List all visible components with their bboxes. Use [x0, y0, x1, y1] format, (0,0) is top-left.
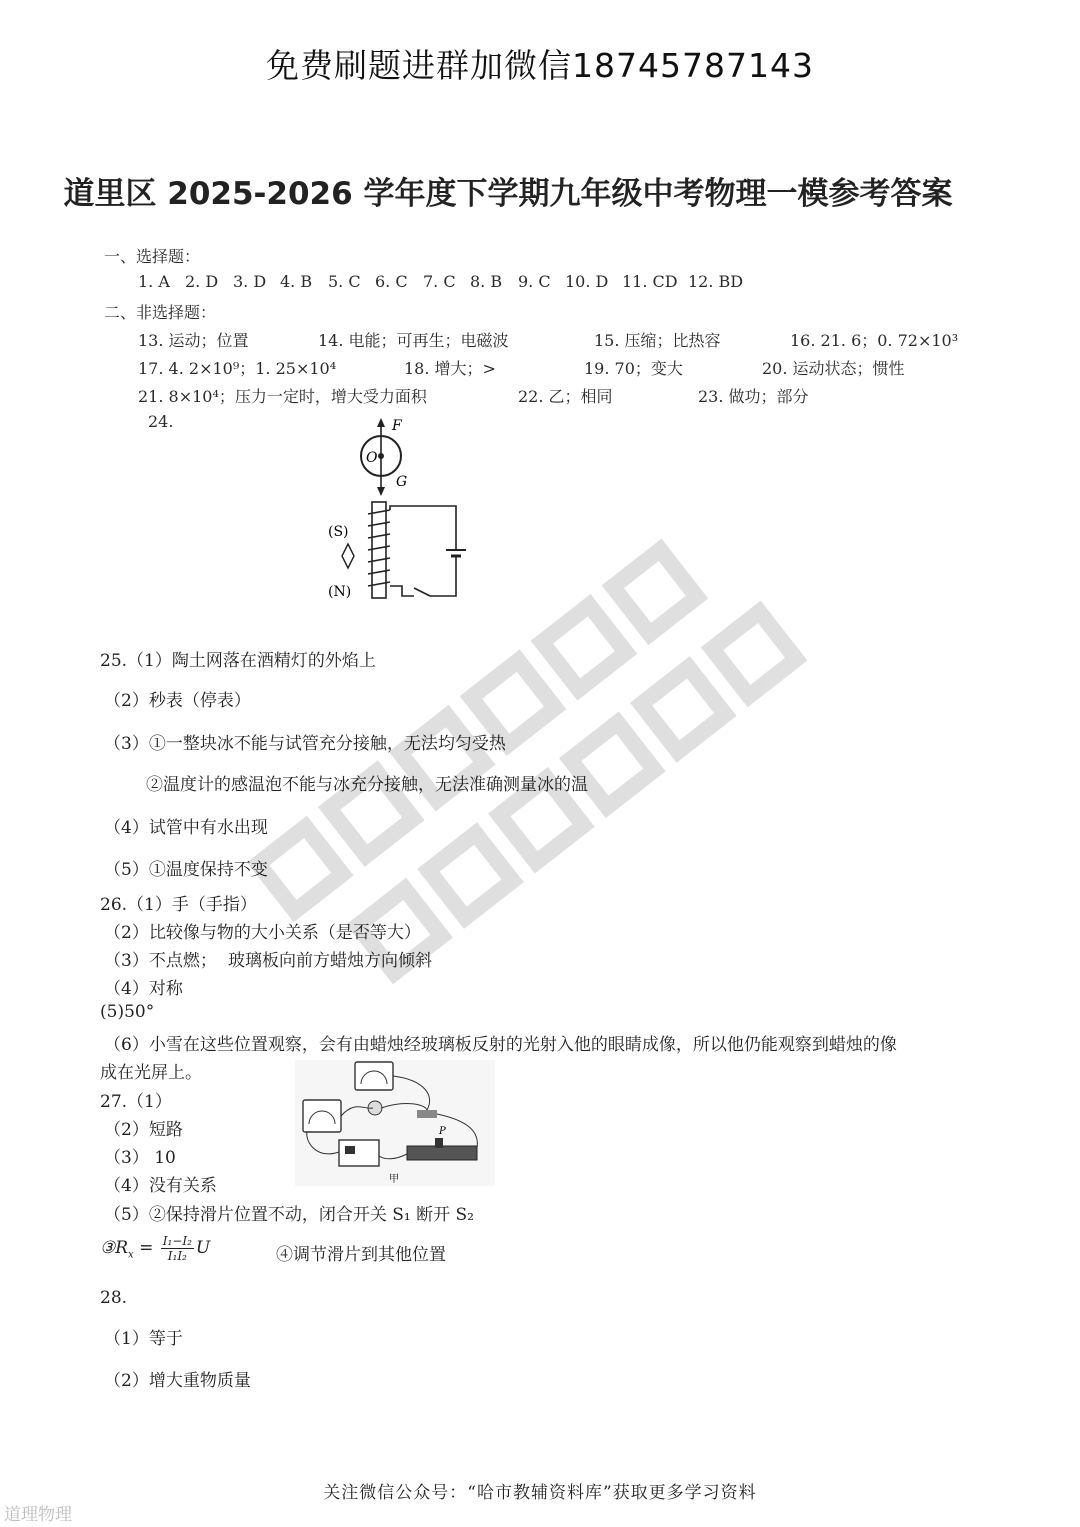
answer-16: 16. 21. 6；0. 72×10³	[790, 331, 959, 350]
q28-line-2: （1）等于	[104, 1329, 183, 1349]
photo-label-jia: 甲	[389, 1174, 399, 1185]
fill-row-3	[138, 384, 968, 404]
rheostat	[407, 1146, 477, 1160]
switch	[414, 588, 430, 596]
q27-line-4: （4）没有关系	[104, 1176, 217, 1196]
formula-suffix: U	[195, 1238, 211, 1258]
formula-sub: x	[128, 1249, 134, 1261]
compass-needle	[342, 544, 354, 568]
q24-number: 24.	[148, 412, 174, 431]
answer-22: 22. 乙；相同	[518, 387, 613, 406]
q27-line-3: （3） 10	[104, 1148, 176, 1168]
answer-5: 5. C	[328, 272, 361, 291]
formula-prefix: ③R	[100, 1238, 129, 1258]
answer-6: 6. C	[375, 272, 408, 291]
voltmeter	[355, 1062, 393, 1090]
formula-fraction	[161, 1234, 194, 1263]
q25-line-3: （3）①一整块冰不能与试管充分接触，无法均匀受热	[104, 734, 506, 754]
force-f-arrowhead	[377, 418, 385, 427]
answer-14: 14. 电能；可再生；电磁波	[318, 331, 509, 350]
corner-watermark: 道理物理	[4, 1505, 72, 1525]
label-o: O	[366, 450, 378, 466]
answer-23: 23. 做功；部分	[698, 387, 809, 406]
rheostat-slider	[435, 1138, 443, 1148]
formula-denominator: I₁I₂	[167, 1249, 187, 1263]
q27-line-2: （2）短路	[104, 1120, 183, 1140]
answer-19: 19. 70；变大	[584, 359, 683, 378]
fill-row-1	[138, 328, 968, 348]
q27-circuit-photo	[295, 1060, 495, 1186]
answer-9: 9. C	[518, 272, 551, 291]
q26-line-5: (5)50°	[100, 1002, 155, 1022]
q25-line-1: 25.（1）陶土网落在酒精灯的外焰上	[100, 651, 376, 671]
switch-body	[417, 1110, 437, 1118]
q25-line-2: （2）秒表（停表）	[104, 691, 251, 711]
q25-line-6: （5）①温度保持不变	[104, 860, 268, 880]
q26-line-7: 成在光屏上。	[100, 1063, 202, 1083]
q28-line-3: （2）增大重物质量	[104, 1371, 251, 1391]
answer-3: 3. D	[233, 272, 267, 291]
ammeter	[303, 1100, 341, 1132]
force-g-arrowhead	[377, 487, 385, 496]
answer-11: 11. CD	[622, 272, 678, 291]
q26-line-3b: 玻璃板向前方蜡烛方向倾斜	[228, 951, 432, 971]
q27-line-6b: ④调节滑片到其他位置	[276, 1245, 446, 1265]
q27-line-1: 27.（1）	[100, 1092, 172, 1112]
answer-18: 18. 增大；>	[404, 359, 496, 378]
q28-line-1: 28.	[100, 1288, 128, 1308]
mc-answers-row	[138, 272, 778, 292]
q24-diagram	[320, 416, 480, 606]
answer-8: 8. B	[470, 272, 503, 291]
circuit-wire-right	[430, 556, 456, 596]
slider-label-p: P	[439, 1126, 446, 1137]
answer-2: 2. D	[185, 272, 219, 291]
q27-line-5: （5）②保持滑片位置不动，闭合开关 S₁ 断开 S₂	[104, 1205, 474, 1225]
pole-n-label: (N)	[328, 584, 352, 600]
circuit-wire-bottom	[390, 586, 414, 596]
answer-20: 20. 运动状态；惯性	[762, 359, 905, 378]
label-f: F	[392, 418, 402, 434]
formula-equals: =	[133, 1238, 159, 1258]
q26-line-1: 26.（1）手（手指）	[100, 895, 257, 915]
power-display	[345, 1146, 355, 1154]
q26-line-2: （2）比较像与物的大小关系（是否等大）	[104, 923, 421, 943]
answer-10: 10. D	[565, 272, 609, 291]
answer-12: 12. BD	[688, 272, 744, 291]
q27-formula	[100, 1234, 210, 1263]
circuit-wire-top	[390, 506, 456, 550]
answer-17: 17. 4. 2×10⁹；1. 25×10⁴	[138, 359, 337, 378]
q26-line-3a: （3）不点燃；	[104, 951, 217, 971]
answer-15: 15. 压缩；比热容	[594, 331, 721, 350]
pole-s-label: (S)	[328, 524, 349, 540]
section2-heading: 二、非选择题：	[104, 303, 217, 322]
footer-text: 关注微信公众号：“哈市教辅资料库”获取更多学习资料	[323, 1483, 757, 1503]
answer-4: 4. B	[280, 272, 313, 291]
answer-21: 21. 8×10⁴；压力一定时，增大受力面积	[138, 387, 427, 406]
label-g: G	[396, 474, 408, 490]
top-banner: 免费刷题进群加微信18745787143	[266, 46, 814, 85]
formula-numerator: I₁−I₂	[162, 1234, 192, 1248]
answer-1: 1. A	[138, 272, 170, 291]
answer-13: 13. 运动；位置	[138, 331, 249, 350]
q26-line-4: （4）对称	[104, 979, 183, 999]
q26-line-6: （6）小雪在这些位置观察，会有由蜡烛经玻璃板反射的光射入他的眼睛成像，所以他仍能观察到蜡烛的像	[104, 1035, 897, 1055]
q25-line-4: ②温度计的感温泡不能与冰充分接触，无法准确测量冰的温	[146, 775, 588, 795]
section1-heading: 一、选择题：	[104, 247, 201, 266]
answer-7: 7. C	[423, 272, 456, 291]
q25-line-5: （4）试管中有水出现	[104, 818, 268, 838]
fill-row-2	[138, 356, 968, 376]
page-title: 道里区 2025-2026 学年度下学期九年级中考物理一模参考答案	[63, 176, 953, 212]
